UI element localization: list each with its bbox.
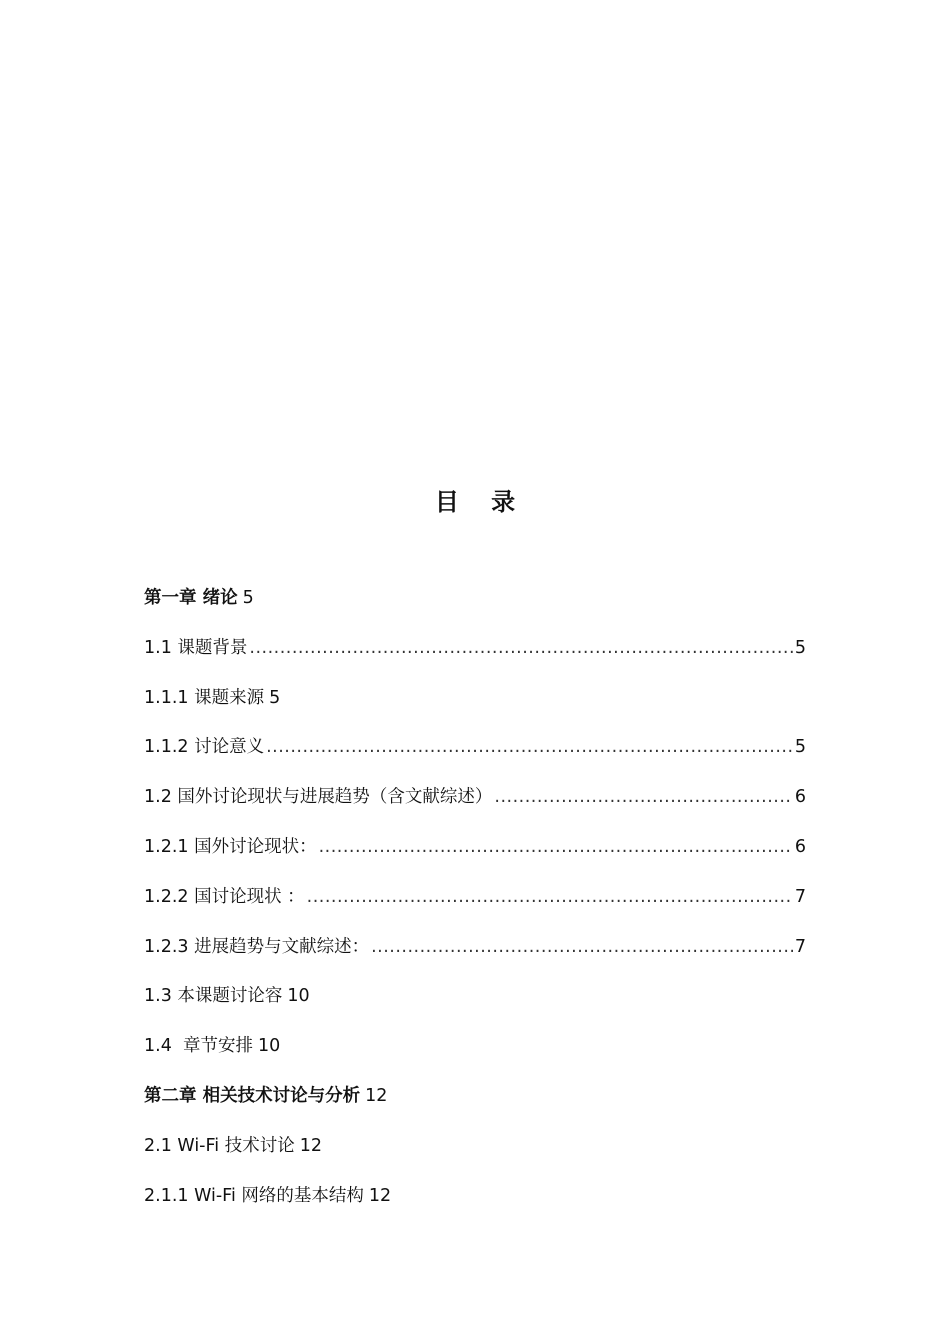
toc-entry-1-4[interactable] <box>144 1032 806 1082</box>
toc-entry-page: 12 <box>368 1185 392 1206</box>
toc-entry-label: 1.2.3 进展趋势与文献综述： <box>144 936 370 957</box>
toc-entry-label: 1.1.2 讨论意义 <box>144 737 265 758</box>
toc-entry-label: 1.1 课题背景 <box>144 637 248 658</box>
toc-entry-label: 2.1 Wi-Fi 技术讨论 <box>144 1135 295 1156</box>
toc-entry-label: 2.1.1 Wi-Fi 网络的基本结构 <box>144 1185 364 1206</box>
toc-entry-2-1-1[interactable] <box>144 1182 806 1232</box>
toc-entry-1-2-2[interactable] <box>144 883 806 933</box>
dot-leader <box>266 737 793 757</box>
toc-entry-label: 1.1.1 课题来源 <box>144 687 265 708</box>
toc-entry-page: 7 <box>794 936 806 957</box>
toc-entry-1-1-1[interactable] <box>144 684 806 734</box>
toc-entry-page: 7 <box>794 886 806 907</box>
toc-entry-2-1[interactable] <box>144 1132 806 1182</box>
toc-entry-1-1[interactable] <box>144 634 806 684</box>
dot-leader <box>249 638 792 658</box>
toc-entry-page: 5 <box>269 687 281 708</box>
toc-entry-chapter-2[interactable] <box>144 1082 806 1132</box>
toc-entry-label: 1.3 本课题讨论容 <box>144 986 283 1007</box>
toc-entry-label: 第一章 绪论 <box>144 588 238 608</box>
toc-entry-page: 5 <box>242 588 254 608</box>
toc-list <box>144 584 806 1231</box>
toc-entry-1-2-3[interactable] <box>144 933 806 983</box>
toc-entry-page: 10 <box>257 1036 281 1057</box>
toc-entry-label: 1.4 章节安排 <box>144 1036 253 1057</box>
toc-entry-1-2-1[interactable] <box>144 833 806 883</box>
toc-title: 目 录 <box>434 488 528 516</box>
toc-entry-label: 1.2 国外讨论现状与进展趋势（含文献综述） <box>144 787 493 808</box>
dot-leader <box>494 787 792 807</box>
toc-entry-chapter-1[interactable] <box>144 584 806 634</box>
toc-entry-1-2[interactable] <box>144 783 806 833</box>
toc-entry-page: 6 <box>794 836 806 857</box>
toc-entry-page: 12 <box>299 1135 322 1156</box>
dot-leader <box>319 837 793 857</box>
toc-entry-label: 1.2.1 国外讨论现状： <box>144 836 317 857</box>
toc-entry-label: 1.2.2 国讨论现状 ： <box>144 886 305 907</box>
toc-entry-page: 5 <box>794 637 806 658</box>
toc-entry-page: 12 <box>365 1085 388 1106</box>
toc-entry-1-1-2[interactable] <box>144 733 806 783</box>
toc-entry-label: 第二章 相关技术讨论与分析 <box>144 1085 361 1106</box>
dot-leader <box>307 887 793 907</box>
toc-entry-page: 10 <box>287 986 310 1007</box>
toc-entry-page: 5 <box>794 737 806 758</box>
toc-entry-1-3[interactable] <box>144 982 806 1032</box>
dot-leader <box>371 937 793 957</box>
toc-entry-page: 6 <box>794 787 806 808</box>
